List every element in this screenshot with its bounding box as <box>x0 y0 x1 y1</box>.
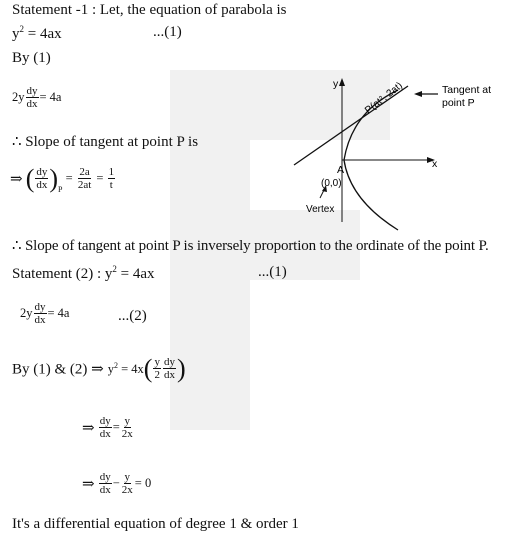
slope-heading: ∴ Slope of tangent at point P is <box>12 134 199 150</box>
y-axis-arrow <box>339 78 345 86</box>
slope-dydx: $\frac{dy}{dx}$ <box>36 166 48 191</box>
slope-equation: ⇒ ( $\frac{dy}{dx}$ )$_P$ = $\frac{2a}{2at}$ = $\frac{1}{t}$ <box>10 164 115 194</box>
equation-1 <box>12 24 62 43</box>
tangent-label-2: point P <box>442 97 475 109</box>
eq1-rhs: = 4ax <box>24 26 62 42</box>
eq-sign-2: = <box>96 170 104 185</box>
y-axis-label: y <box>333 78 339 90</box>
dy: dy <box>26 85 38 97</box>
origin-coords: (0,0) <box>321 178 342 189</box>
statement-1-heading: Statement -1 : Let, the equation of parabola is <box>12 2 287 18</box>
point-p-label: P(at², 2at) <box>363 80 405 117</box>
tangent-label-arrowhead <box>414 91 422 97</box>
statement-2-tag-2: ...(2) <box>118 308 147 324</box>
deriv-rhs: = 4a <box>39 89 62 104</box>
eq-sign-1: = <box>65 170 73 185</box>
eq1-lhs: y <box>12 26 20 42</box>
deriv-coef: 2y <box>12 89 25 104</box>
combined-equation: By (1) & (2) ⇒ $y^2 = 4x$( $\frac{y}{2}$ $\frac{dy}{dx}$ ) <box>12 354 186 383</box>
origin-a-label: A <box>337 164 345 176</box>
result-equation-2: ⇒ $\frac{dy}{dx}$ − $\frac{y}{2x}$ = 0 <box>82 471 152 496</box>
derivative-eq-2: 2y $\frac{dy}{dx}$ = 4a <box>20 301 70 326</box>
derivative-eq-1 <box>12 86 61 110</box>
frac-2a-2at: $\frac{2a}{2at}$ <box>77 166 92 191</box>
statement-2-heading: Statement (2) : $y^2 = 4ax$ <box>12 264 155 282</box>
parabola-graph <box>280 72 505 232</box>
dx: dx <box>26 98 38 110</box>
x-axis-label: x <box>432 158 438 170</box>
conclusion-1: ∴ Slope of tangent at point P is inversely proportion to the ordinate of the point P. <box>12 238 489 254</box>
frac-1-t: $\frac{1}{t}$ <box>108 166 115 191</box>
eq1-sup: 2 <box>19 24 24 34</box>
vertex-label: Vertex <box>306 204 335 215</box>
implies-symbol: ⇒ <box>10 171 23 188</box>
statement-2-tag-1: ...(1) <box>258 264 287 280</box>
dy-dx-fraction <box>26 86 39 110</box>
tangent-label-1: Tangent at <box>442 84 492 96</box>
subscript-p: P <box>58 184 63 194</box>
result-equation-1: ⇒ $\frac{dy}{dx}$ = $\frac{y}{2x}$ <box>82 415 133 440</box>
by-1-label: By (1) <box>12 50 51 66</box>
eq1-tag: ...(1) <box>153 24 182 40</box>
final-statement: It's a differential equation of degree 1 & order 1 <box>12 516 299 532</box>
